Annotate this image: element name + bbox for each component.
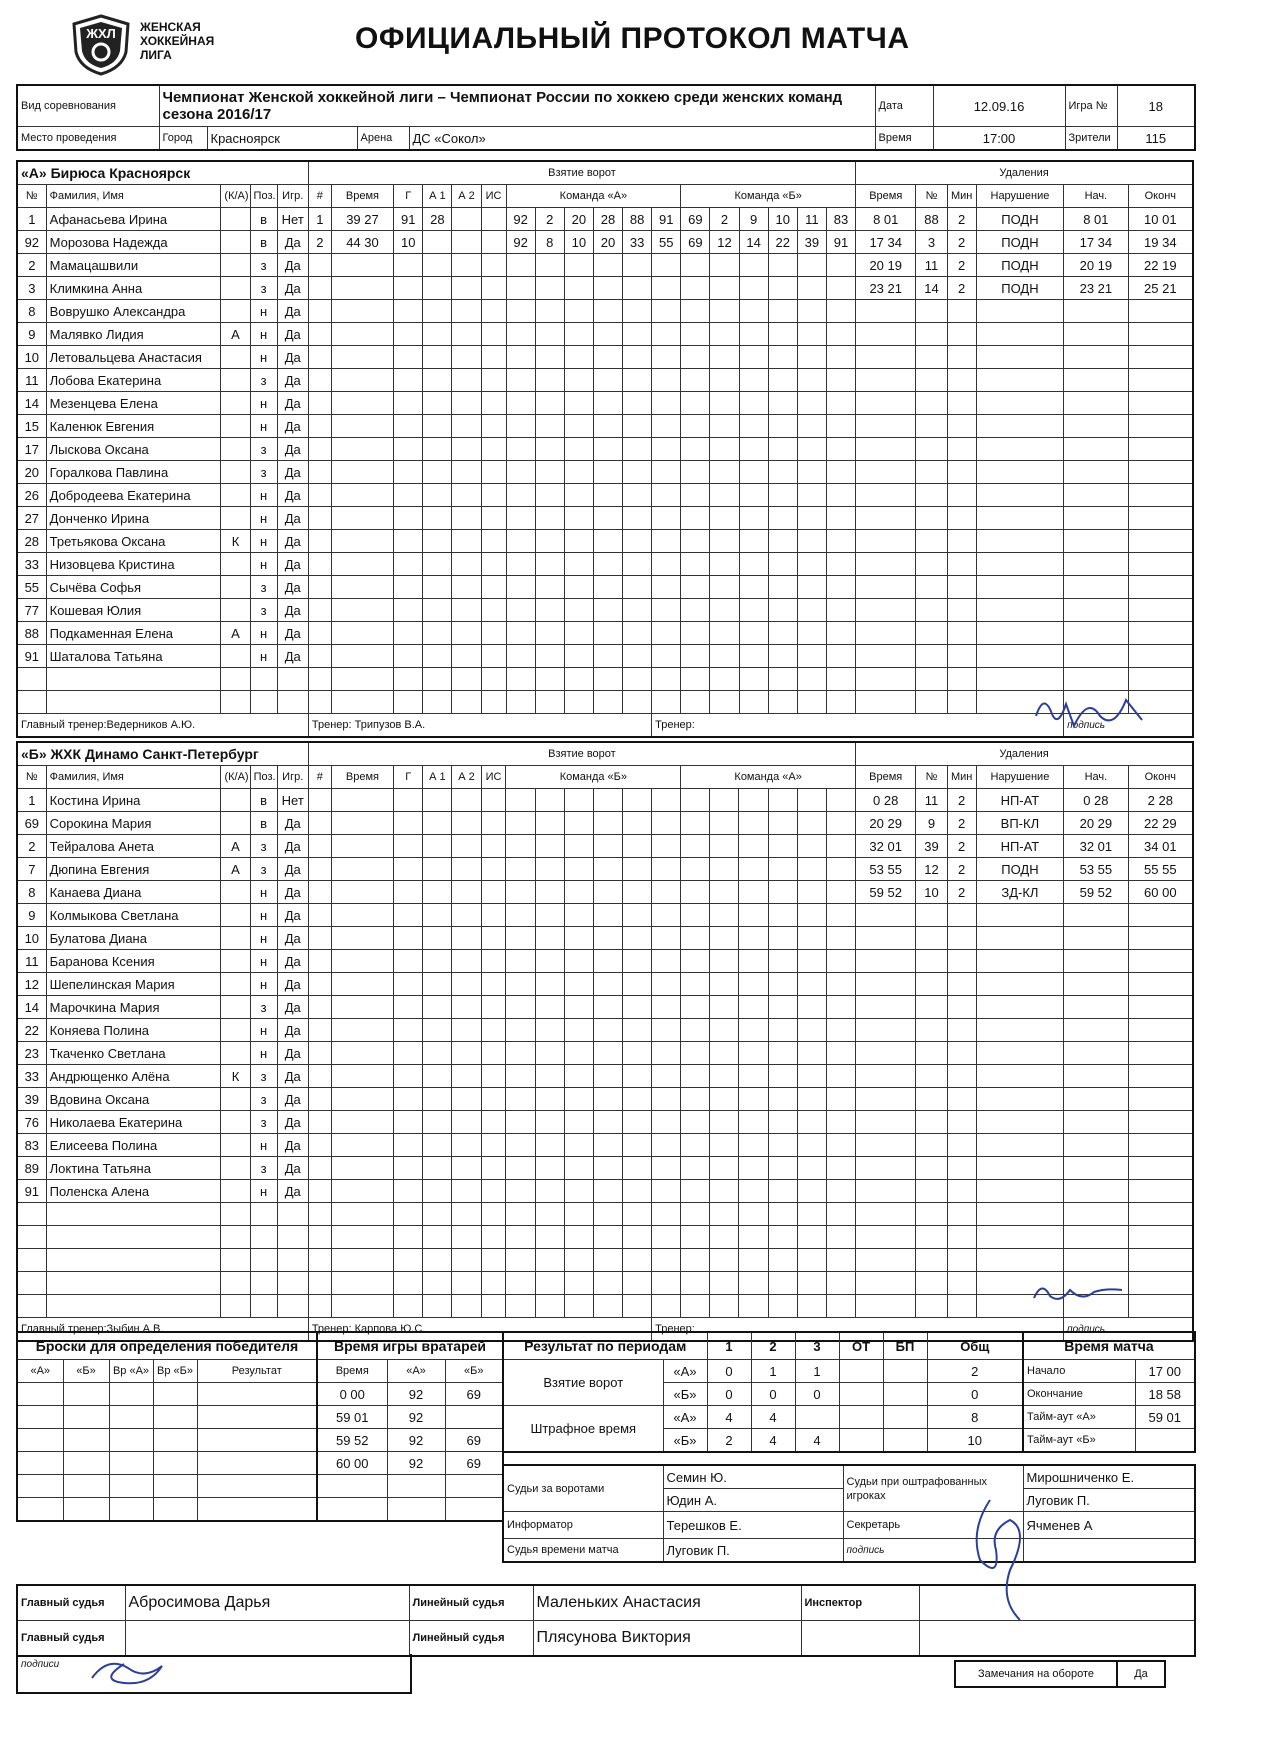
penalty-judge: Мирошниченко Е. [1023,1465,1195,1489]
column-header: Мин [947,766,976,789]
column-header: Оконч [1128,185,1193,208]
goalie-col: «А» [387,1360,445,1383]
player-row: 15 Каленюк Евгения н Да [17,415,1193,438]
linesman-label: Линейный судья [409,1621,533,1657]
signature-scribble [1030,686,1150,736]
player-row: 28 Третьякова Оксана К н Да [17,530,1193,553]
penalties-title: Удаления [856,161,1193,185]
main-referee-label: Главный судья [17,1585,125,1621]
column-header: А 2 [452,185,481,208]
sign-label: подпись [1064,714,1193,738]
place-label: Место проведения [17,127,159,151]
head-coach: Главный тренер:Ведерников А.Ю. [17,714,308,738]
goalie-row: 59 52 92 69 [317,1429,503,1452]
team-b-table [16,741,1194,1342]
goalie-col: Время [317,1360,387,1383]
head-coach: Главный тренер:Зыбин А.В. [17,1318,308,1342]
match-time-label: Окончание [1023,1383,1135,1406]
player-row: 22 Коняева Полина н Да [17,1019,1193,1042]
column-header: № [17,185,46,208]
match-time-value: 18 58 [1135,1383,1195,1406]
player-row: 2 Тейралова Анета А з Да 32 01 39 2 НП-АТ 32 01 34 01 [17,835,1193,858]
timekeeper: Луговик П. [663,1539,843,1563]
remarks-label: Замечания на обороте [955,1661,1117,1687]
inspector-label: Инспектор [801,1585,919,1621]
team-title: «Б» ЖХК Динамо Санкт-Петербург [17,742,308,766]
period-results-table: Результат по периодам 1 2 3 ОТ БП Общ Взятие ворот «А» 0 1 1 2 «Б» 0 0 0 0 Штрафное время «А» 4 4 8 «Б» 2 4 4 10 [502,1331,1024,1453]
player-row: 69 Сорокина Мария в Да 20 29 9 2 ВП-КЛ 20 29 22 29 [17,812,1193,835]
secretary: Ячменев А [1023,1512,1195,1539]
player-row: 9 Колмыкова Светлана н Да [17,904,1193,927]
date-label: Дата [875,85,933,127]
column-header: Команда «Б» [506,766,681,789]
player-row: 8 Воврушко Александра н Да [17,300,1193,323]
shootout-col: Результат [197,1360,317,1383]
player-row: 10 Летовальцева Анастасия н Да [17,346,1193,369]
column-header: Игр. [277,766,308,789]
column-header: Команда «А» [681,766,856,789]
timekeeper-label: Судья времени матча [503,1539,663,1563]
player-row: 27 Донченко Ирина н Да [17,507,1193,530]
signatures-label: подписи [21,1659,60,1670]
column-header: Нач. [1064,766,1129,789]
player-row: 83 Елисеева Полина н Да [17,1134,1193,1157]
spectators-label: Зрители [1065,127,1117,151]
informer: Терешков Е. [663,1512,843,1539]
match-time-value: 59 01 [1135,1406,1195,1429]
arena-label: Арена [357,127,409,151]
player-row: 12 Шепелинская Мария н Да [17,973,1193,996]
column-header: Фамилия, Имя [46,185,221,208]
column-header: ИС [481,185,506,208]
column-header: (К/А) [221,185,250,208]
spectators: 115 [1117,127,1195,151]
player-row: 26 Добродеева Екатерина н Да [17,484,1193,507]
league-name [140,20,214,62]
match-time-value [1135,1429,1195,1453]
league-line: ЖЕНСКАЯ [140,20,201,34]
player-row: 39 Вдовина Оксана з Да [17,1088,1193,1111]
player-row [17,1272,1193,1295]
period-col: БП [883,1332,927,1360]
player-row: 8 Канаева Диана н Да 59 52 10 2 ЗД-КЛ 59 52 60 00 [17,881,1193,904]
goals-title: Взятие ворот [308,742,855,766]
column-header: А 1 [423,766,452,789]
player-row [17,1295,1193,1318]
goalie-time-table [316,1331,504,1522]
goals-title: Взятие ворот [308,161,855,185]
goalie-col: «Б» [445,1360,503,1383]
column-header: Время [331,766,393,789]
competition-label: Вид соревнования [17,85,159,127]
goalie-row: 60 00 92 69 [317,1452,503,1475]
player-row: 1 Афанасьева Ирина в Нет 1 39 27 91 28 92 2 20 28 88 91 69 2 9 10 11 83 8 01 88 2 ПОДН 8 01 10 01 [17,208,1193,231]
start-time: 17:00 [933,127,1065,151]
team-a-section [16,160,1194,738]
team-title: «А» Бирюса Красноярск [17,161,308,185]
player-row: 11 Баранова Ксения н Да [17,950,1193,973]
player-row: 3 Климкина Анна з Да 23 21 14 2 ПОДН 23 21 25 21 [17,277,1193,300]
penalty-judge: Луговик П. [1023,1489,1195,1512]
player-row [17,1226,1193,1249]
competition: Чемпионат Женской хоккейной лиги – Чемпионат России по хоккею среди женских команд сезона 2016/17 [159,85,875,127]
match-time-value: 17 00 [1135,1360,1195,1383]
column-header: # [308,766,331,789]
player-row: 11 Лобова Екатерина з Да [17,369,1193,392]
player-row [17,691,1193,714]
player-row: 14 Марочкина Мария з Да [17,996,1193,1019]
player-row: 89 Локтина Татьяна з Да [17,1157,1193,1180]
shootout-col: Вр «А» [109,1360,153,1383]
penalty-judges-label: Судьи при оштрафованных игроках [843,1465,1023,1512]
referee-signatures-box [16,1654,412,1694]
linesman-label: Линейный судья [409,1585,533,1621]
period-col: 2 [751,1332,795,1360]
game-label: Игра № [1065,85,1117,127]
match-time-label: Тайм-аут «А» [1023,1406,1135,1429]
player-row: 10 Булатова Диана н Да [17,927,1193,950]
time-label: Время [875,127,933,151]
player-row: 33 Низовцева Кристина н Да [17,553,1193,576]
team-a-mark: «А» [663,1406,707,1429]
signature-scribble [1030,1278,1130,1308]
main-referee [125,1621,409,1657]
team-b-section [16,741,1194,1342]
sign-label: подпись [843,1539,1023,1563]
column-header: Г [394,185,423,208]
game-number: 18 [1117,85,1195,127]
remarks-box [954,1660,1166,1688]
player-row: 33 Андрющенко Алёна К з Да [17,1065,1193,1088]
player-row: 91 Поленска Алена н Да [17,1180,1193,1203]
column-header: Команда «Б» [681,185,856,208]
coach: Тренер: Трипузов В.А. [308,714,651,738]
player-row: 23 Ткаченко Светлана н Да [17,1042,1193,1065]
match-time-label: Тайм-аут «Б» [1023,1429,1135,1453]
penalties-title: Удаления [856,742,1193,766]
shootout-table [16,1331,318,1522]
column-header: # [308,185,331,208]
city-label: Город [159,127,207,151]
linesman: Маленьких Анастасия [533,1585,801,1621]
player-row [17,1249,1193,1272]
league-logo [70,14,132,76]
league-line: ХОККЕЙНАЯ [140,34,215,48]
player-row: 2 Мамацашвили з Да 20 19 11 2 ПОДН 20 19 22 19 [17,254,1193,277]
player-row: 88 Подкаменная Елена А н Да [17,622,1193,645]
column-header: Фамилия, Имя [46,766,221,789]
player-row: 92 Морозова Надежда в Да 2 44 30 10 92 8 10 20 33 55 69 12 14 22 39 91 17 34 3 2 ПОДН 17 34 19 34 [17,231,1193,254]
team-a-mark: «А» [663,1360,707,1383]
team-a-table [16,160,1194,738]
periods-title: Результат по периодам [503,1332,707,1360]
secretary-label: Секретарь [843,1512,1023,1539]
goal-judges-label: Судьи за воротами [503,1465,663,1512]
goalie-row: 59 01 92 [317,1406,503,1429]
column-header: Нарушение [976,766,1063,789]
match-time-title: Время матча [1023,1332,1195,1360]
goal-judge: Юдин А. [663,1489,843,1512]
player-row: 76 Николаева Екатерина з Да [17,1111,1193,1134]
column-header: Поз. [250,185,277,208]
main-referee: Абросимова Дарья [125,1585,409,1621]
column-header: № [916,766,947,789]
player-row: 14 Мезенцева Елена н Да [17,392,1193,415]
shootout-col: Вр «Б» [153,1360,197,1383]
coach: Тренер: Карпова Ю.С. [308,1318,651,1342]
player-row: 91 Шаталова Татьяна н Да [17,645,1193,668]
player-row: 17 Лыскова Оксана з Да [17,438,1193,461]
player-row: 1 Костина Ирина в Нет 0 28 11 2 НП-АТ 0 28 2 28 [17,789,1193,812]
column-header: Поз. [250,766,277,789]
column-header: Время [856,185,916,208]
goal-judge: Семин Ю. [663,1465,843,1489]
period-col: 3 [795,1332,839,1360]
sign-label: подпись [1064,1318,1193,1342]
team-b-mark: «Б» [663,1383,707,1406]
player-row: 20 Горалкова Павлина з Да [17,461,1193,484]
league-line: ЛИГА [140,48,172,62]
player-row: 7 Дюпина Евгения А з Да 53 55 12 2 ПОДН 53 55 55 55 [17,858,1193,881]
period-col: Общ [927,1332,1023,1360]
player-row: 9 Малявко Лидия А н Да [17,323,1193,346]
coach-2: Тренер: [652,1318,1064,1342]
signature-scribble [88,1652,168,1692]
linesman: Плясунова Виктория [533,1621,801,1657]
column-header: Время [856,766,916,789]
page-title: ОФИЦИАЛЬНЫЙ ПРОТОКОЛ МАТЧА [355,22,910,55]
player-row: 55 Сычёва Софья з Да [17,576,1193,599]
column-header: А 1 [423,185,452,208]
column-header: (К/А) [221,766,250,789]
column-header: Игр. [277,185,308,208]
arena: ДС «Сокол» [409,127,875,151]
goals-label: Взятие ворот [503,1360,663,1406]
shootout-title: Броски для определения победителя [17,1332,317,1360]
column-header: № [17,766,46,789]
coach-2: Тренер: [652,714,1064,738]
remarks-value: Да [1117,1661,1165,1687]
period-col: 1 [707,1332,751,1360]
column-header: А 2 [452,766,481,789]
column-header: Нач. [1064,185,1129,208]
column-header: Время [331,185,393,208]
officials-table [502,1464,1196,1563]
player-row [17,1203,1193,1226]
team-b-mark: «Б» [663,1429,707,1453]
goalie-time-title: Время игры вратарей [317,1332,503,1360]
column-header: Г [394,766,423,789]
column-header: Нарушение [976,185,1063,208]
column-header: № [916,185,947,208]
shootout-col: «А» [17,1360,63,1383]
column-header: Оконч [1128,766,1193,789]
main-referee-label: Главный судья [17,1621,125,1657]
player-row [17,668,1193,691]
signature-scribble [960,1490,1050,1630]
column-header: Команда «А» [506,185,681,208]
period-col: ОТ [839,1332,883,1360]
match-info-table [16,84,1196,151]
goalie-row: 0 00 92 69 [317,1383,503,1406]
logo-text: ЖХЛ [86,26,116,41]
player-row: 77 Кошевая Юлия з Да [17,599,1193,622]
shootout-col: «Б» [63,1360,109,1383]
match-time-label: Начало [1023,1360,1135,1383]
match-time-table [1022,1331,1196,1453]
city: Красноярск [207,127,357,151]
informer-label: Информатор [503,1512,663,1539]
date: 12.09.16 [933,85,1065,127]
column-header: ИС [481,766,506,789]
pim-label: Штрафное время [503,1406,663,1453]
column-header: Мин [947,185,976,208]
